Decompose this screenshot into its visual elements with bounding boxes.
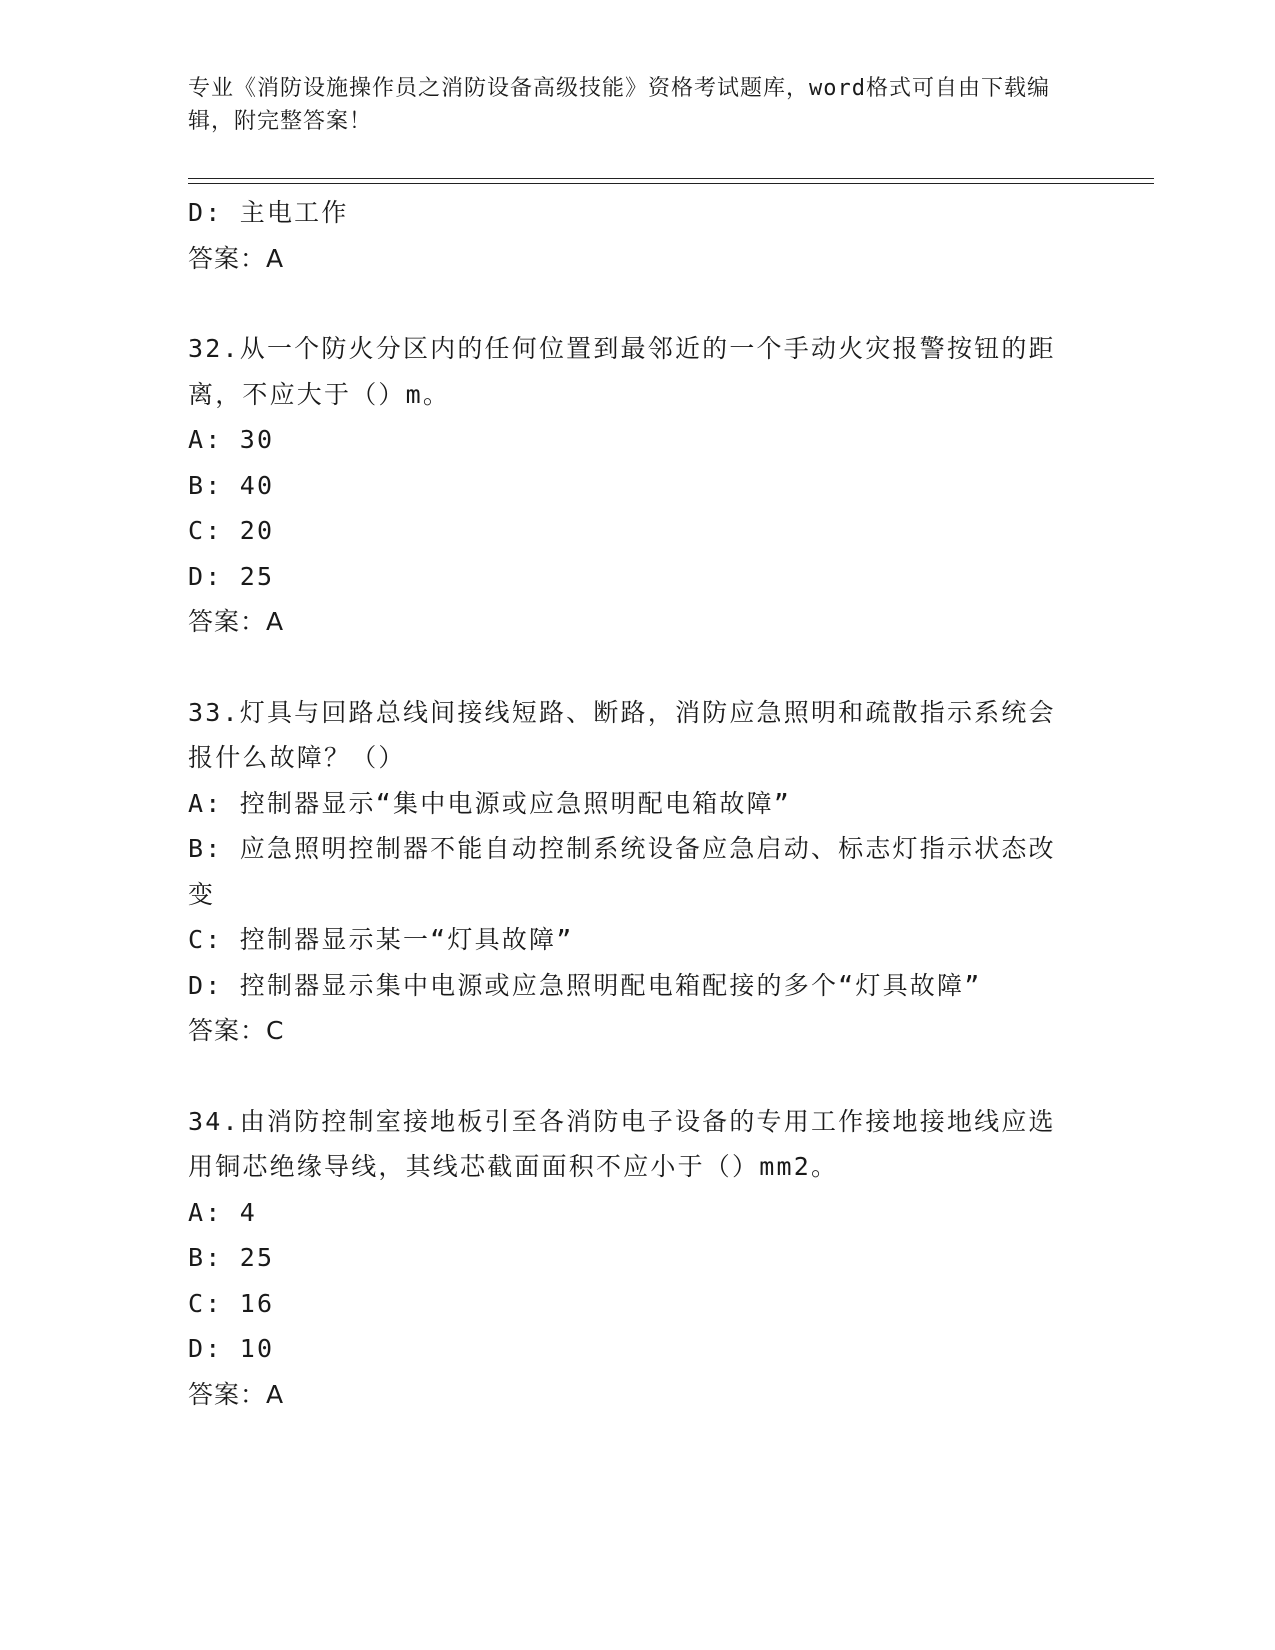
option-d: D: 控制器显示集中电源或应急照明配电箱配接的多个“灯具故障” xyxy=(188,970,982,1000)
answer-line: 答案：C xyxy=(188,1016,285,1045)
option-c: C: 20 xyxy=(188,516,275,545)
option-c: C: 控制器显示某一“灯具故障” xyxy=(188,925,574,954)
question-33 xyxy=(188,690,1088,1054)
option-b: B: 40 xyxy=(188,470,275,500)
answer-line: 答案：A xyxy=(188,243,285,273)
option-b: B: 25 xyxy=(188,1243,275,1272)
option-a: A: 30 xyxy=(188,425,275,454)
answer-line: 答案：A xyxy=(188,607,285,636)
question-32 xyxy=(188,326,1088,645)
option-b: B: 应急照明控制器不能自动控制系统设备应急启动、标志灯指示状态改变 xyxy=(188,834,1056,909)
question-34 xyxy=(188,1099,1088,1418)
spacer xyxy=(188,281,1088,326)
document-header xyxy=(188,72,1068,138)
option-d: D: 10 xyxy=(188,1334,275,1363)
option-d: D: 主电工作 xyxy=(188,198,349,227)
question-stem: 33.灯具与回路总线间接线短路、断路，消防应急照明和疏散指示系统会报什么故障？（） xyxy=(188,697,1056,772)
question-list xyxy=(188,190,1088,1417)
header-divider-top xyxy=(188,178,1154,179)
option-d: D: 25 xyxy=(188,561,275,591)
answer-line: 答案：A xyxy=(188,1379,285,1409)
option-a: A: 4 xyxy=(188,1197,258,1227)
question-stem: 32.从一个防火分区内的任何位置到最邻近的一个手动火灾报警按钮的距离，不应大于（）m。 xyxy=(188,334,1056,409)
header-intro-text: 专业《消防设施操作员之消防设备高级技能》资格考试题库，word格式可自由下载编辑，附完整答案！ xyxy=(188,76,1050,134)
header-divider-bottom xyxy=(188,183,1154,184)
question-stem: 34.由消防控制室接地板引至各消防电子设备的专用工作接地接地线应选用铜芯绝缘导线，其线芯截面面积不应小于（）mm2。 xyxy=(188,1106,1056,1181)
spacer xyxy=(188,1054,1088,1099)
option-c: C: 16 xyxy=(188,1288,275,1318)
option-a: A: 控制器显示“集中电源或应急照明配电箱故障” xyxy=(188,788,792,818)
spacer xyxy=(188,645,1088,690)
